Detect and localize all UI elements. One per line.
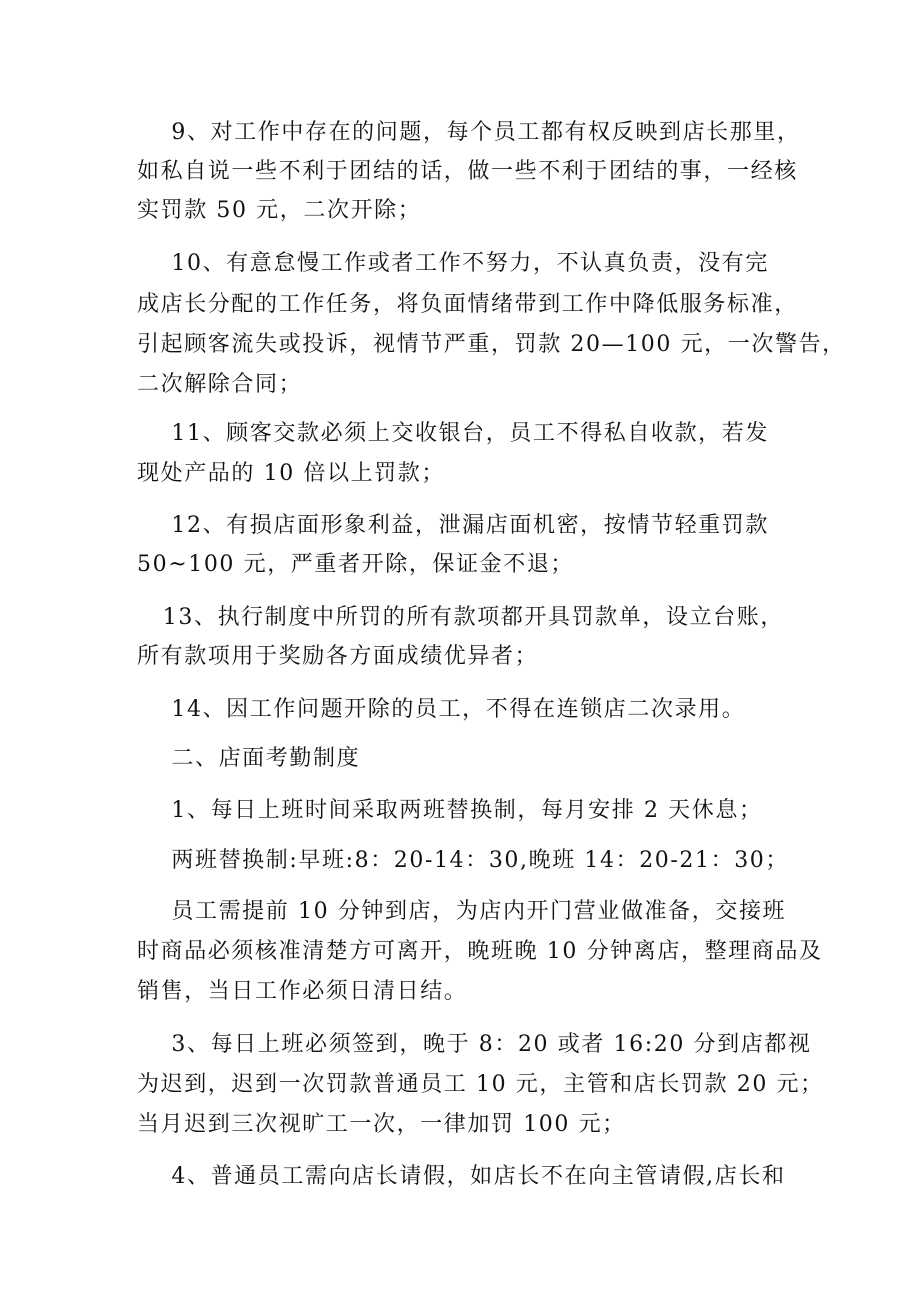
rule-12-line-2: 50~100 元，严重者开除，保证金不退； <box>137 552 575 577</box>
rule-9-line-3: 实罚款 50 元，二次开除； <box>137 198 422 223</box>
rule-10-line-2: 成店长分配的工作任务，将负面情绪带到工作中降低服务标准， <box>137 292 798 317</box>
attendance-3-line-2: 为迟到，迟到一次罚款普通员工 10 元，主管和店长罚款 20 元； <box>137 1072 824 1097</box>
attendance-3-line-3: 当月迟到三次视旷工一次，一律加罚 100 元； <box>137 1112 626 1137</box>
section-heading: 二、店面考勤制度 <box>137 746 361 771</box>
rule-12-line-1: 12、有损店面形象利益，泄漏店面机密，按情节轻重罚款 <box>137 513 769 538</box>
attendance-1-line-1: 1、每日上班时间采取两班替换制，每月安排 2 天休息； <box>137 798 763 823</box>
rule-10-line-4: 二次解除合同； <box>137 372 303 397</box>
rule-9-line-1: 9、对工作中存在的问题，每个员工都有权反映到店长那里， <box>137 120 801 145</box>
attendance-2-line-1: 员工需提前 10 分钟到店，为店内开门营业做准备，交接班 <box>137 899 787 924</box>
rule-13-line-1: 13、执行制度中所罚的所有款项都开具罚款单，设立台账， <box>137 605 784 630</box>
rule-10-line-1: 10、有意怠慢工作或者工作不努力，不认真负责，没有完 <box>137 251 769 276</box>
attendance-2-line-2: 时商品必须核准清楚方可离开，晚班晚 10 分钟离店，整理商品及 <box>137 939 823 964</box>
attendance-3-line-1: 3、每日上班必须签到，晚于 8：20 或者 16:20 分到店都视 <box>137 1032 812 1057</box>
shift-schedule-line: 两班替换制:早班:8：20-14：30,晚班 14：20-21：30； <box>137 848 790 873</box>
rule-14-line-1: 14、因工作问题开除的员工，不得在连锁店二次录用。 <box>137 697 746 722</box>
attendance-4-line-1: 4、普通员工需向店长请假，如店长不在向主管请假,店长和 <box>137 1164 786 1189</box>
rule-11-line-1: 11、顾客交款必须上交收银台，员工不得私自收款，若发 <box>137 421 769 446</box>
attendance-2-line-3: 销售，当日工作必须日清日结。 <box>137 979 468 1004</box>
rule-9-line-2: 如私自说一些不利于团结的话，做一些不利于团结的事，一经核 <box>137 159 798 184</box>
rule-13-line-2: 所有款项用于奖励各方面成绩优异者； <box>137 644 539 669</box>
rule-10-line-3: 引起顾客流失或投诉，视情节严重，罚款 20—100 元，一次警告， <box>137 332 846 357</box>
rule-11-line-2: 现处产品的 10 倍以上罚款； <box>137 461 445 486</box>
